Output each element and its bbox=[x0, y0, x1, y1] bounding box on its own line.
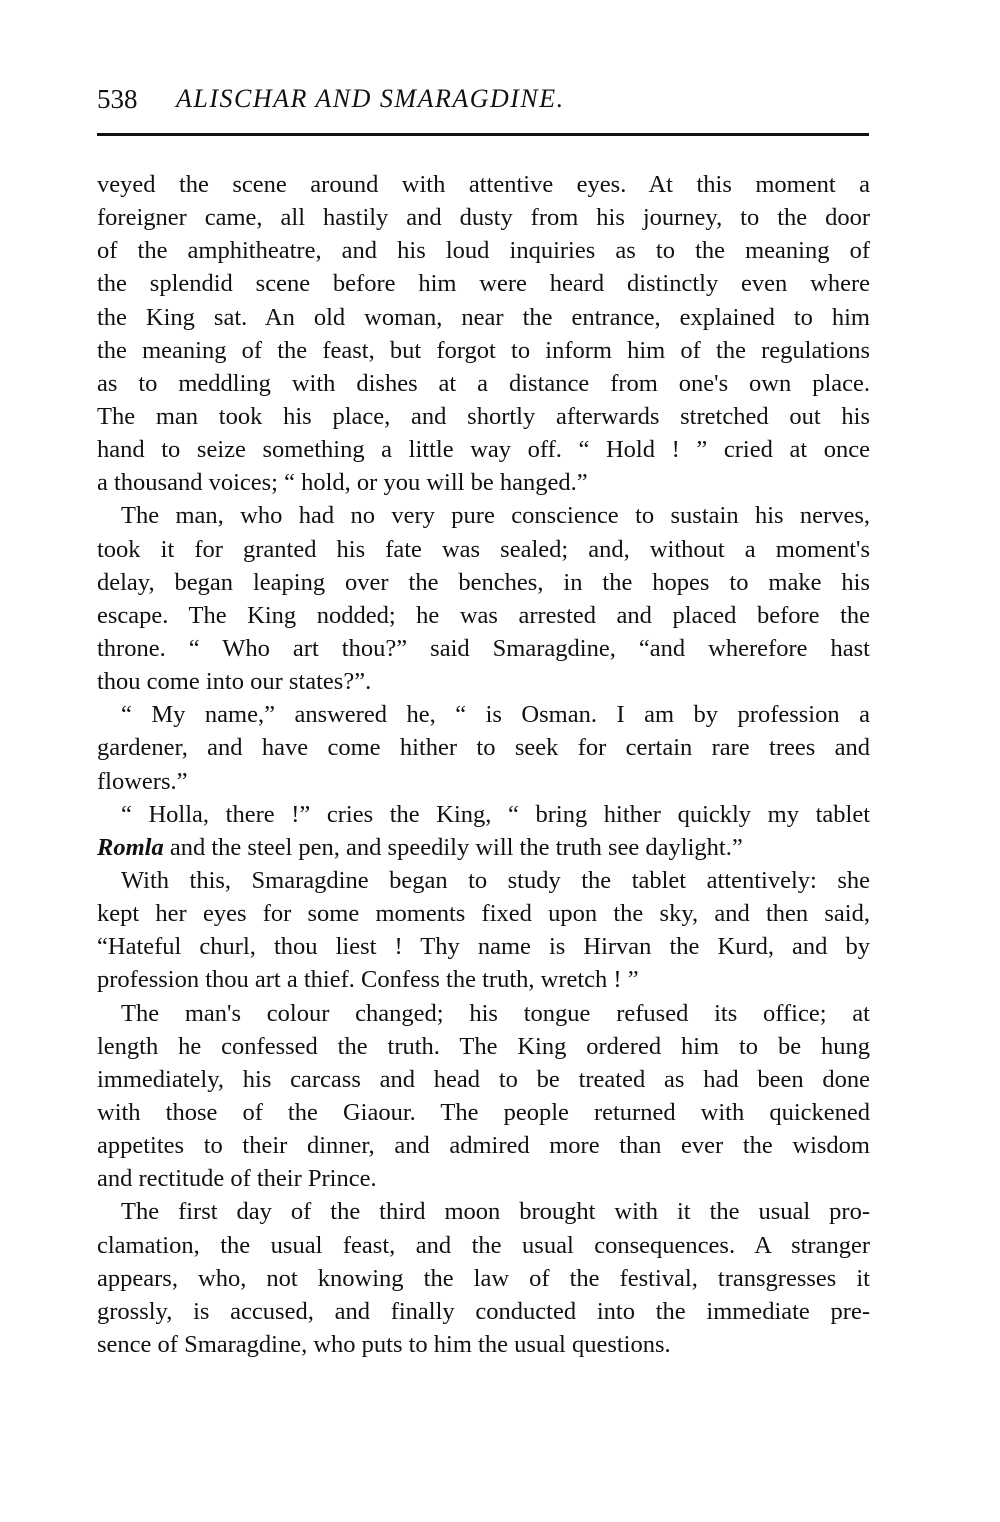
text-line: length he confessed the truth. The King ordered him to be hung bbox=[97, 1032, 870, 1060]
text-line: grossly, is accused, and finally conducted into the immediate pre- bbox=[97, 1297, 870, 1325]
text-line: “Hateful churl, thou liest ! Thy name is Hirvan the Kurd, and by bbox=[97, 933, 870, 961]
text-line: as to meddling with dishes at a distance from one's own place. bbox=[97, 369, 870, 397]
text-line: the meaning of the feast, but forgot to inform him of the regulations bbox=[97, 336, 870, 364]
text-line: appears, who, not knowing the law of the festival, transgresses it bbox=[97, 1264, 870, 1292]
text-line: “ Holla, there !” cries the King, “ bring hither quickly my tablet bbox=[121, 800, 870, 828]
paragraph bbox=[97, 864, 870, 997]
text-line: the King sat. An old woman, near the entrance, explained to him bbox=[97, 303, 870, 331]
text-line: throne. “ Who art thou?” said Smaragdine, “and wherefore hast bbox=[97, 634, 870, 662]
text-line: “ My name,” answered he, “ is Osman. I am by profession a bbox=[121, 701, 870, 729]
text-line: clamation, the usual feast, and the usual consequences. A stranger bbox=[97, 1231, 870, 1259]
header-rule bbox=[97, 133, 869, 136]
text-line: the splendid scene before him were heard distinctly even where bbox=[97, 270, 870, 298]
paragraph bbox=[97, 168, 870, 499]
text-line: took it for granted his fate was sealed; and, without a moment's bbox=[97, 535, 870, 563]
text-line: sence of Smaragdine, who puts to him the usual questions. bbox=[97, 1330, 671, 1358]
paragraph bbox=[97, 798, 870, 864]
text-line: With this, Smaragdine began to study the tablet attentively: she bbox=[121, 866, 870, 894]
paragraph bbox=[97, 1195, 870, 1361]
text-line: flowers.” bbox=[97, 767, 188, 795]
text-line: hand to seize something a little way off. “ Hold ! ” cried at once bbox=[97, 436, 870, 464]
text-line: profession thou art a thief. Confess the truth, wretch ! ” bbox=[97, 966, 639, 994]
text-line: The first day of the third moon brought with it the usual pro- bbox=[121, 1198, 870, 1226]
text-line: The man, who had no very pure conscience to sustain his nerves, bbox=[121, 502, 870, 530]
text-line: with those of the Giaour. The people returned with quickened bbox=[97, 1098, 870, 1126]
text-line: The man took his place, and shortly afterwards stretched out his bbox=[97, 402, 870, 430]
text-line: veyed the scene around with attentive eyes. At this moment a bbox=[97, 171, 870, 198]
page-number: 538 bbox=[97, 84, 138, 114]
text-line: foreigner came, all hastily and dusty from his journey, to the door bbox=[97, 204, 870, 232]
paragraph bbox=[97, 997, 870, 1196]
running-title: ALISCHAR AND SMARAGDINE. bbox=[176, 84, 565, 113]
italic-word: Romla bbox=[97, 833, 164, 861]
text-line: delay, began leaping over the benches, in the hopes to make his bbox=[97, 568, 870, 596]
text-line: appetites to their dinner, and admired more than ever the wisdom bbox=[97, 1132, 870, 1160]
text-line: of the amphitheatre, and his loud inquiries as to the meaning of bbox=[97, 237, 870, 265]
paragraph bbox=[97, 698, 870, 797]
line-text: and the steel pen, and speedily will the truth see daylight.” bbox=[163, 833, 743, 861]
text-line: The man's colour changed; his tongue refused its office; at bbox=[121, 999, 870, 1027]
text-line: a thousand voices; “ hold, or you will be hanged.” bbox=[97, 469, 588, 497]
text-line: escape. The King nodded; he was arrested and placed before the bbox=[97, 601, 870, 629]
text-line: kept her eyes for some moments fixed upon the sky, and then said, bbox=[97, 900, 870, 928]
text-line: immediately, his carcass and head to be treated as had been done bbox=[97, 1065, 870, 1093]
text-line: and rectitude of their Prince. bbox=[97, 1165, 377, 1193]
text-line: gardener, and have come hither to seek for certain rare trees and bbox=[97, 734, 870, 762]
text-line bbox=[97, 831, 870, 864]
paragraph bbox=[97, 499, 870, 698]
body-text bbox=[97, 168, 870, 1361]
text-line: thou come into our states?”. bbox=[97, 668, 372, 696]
